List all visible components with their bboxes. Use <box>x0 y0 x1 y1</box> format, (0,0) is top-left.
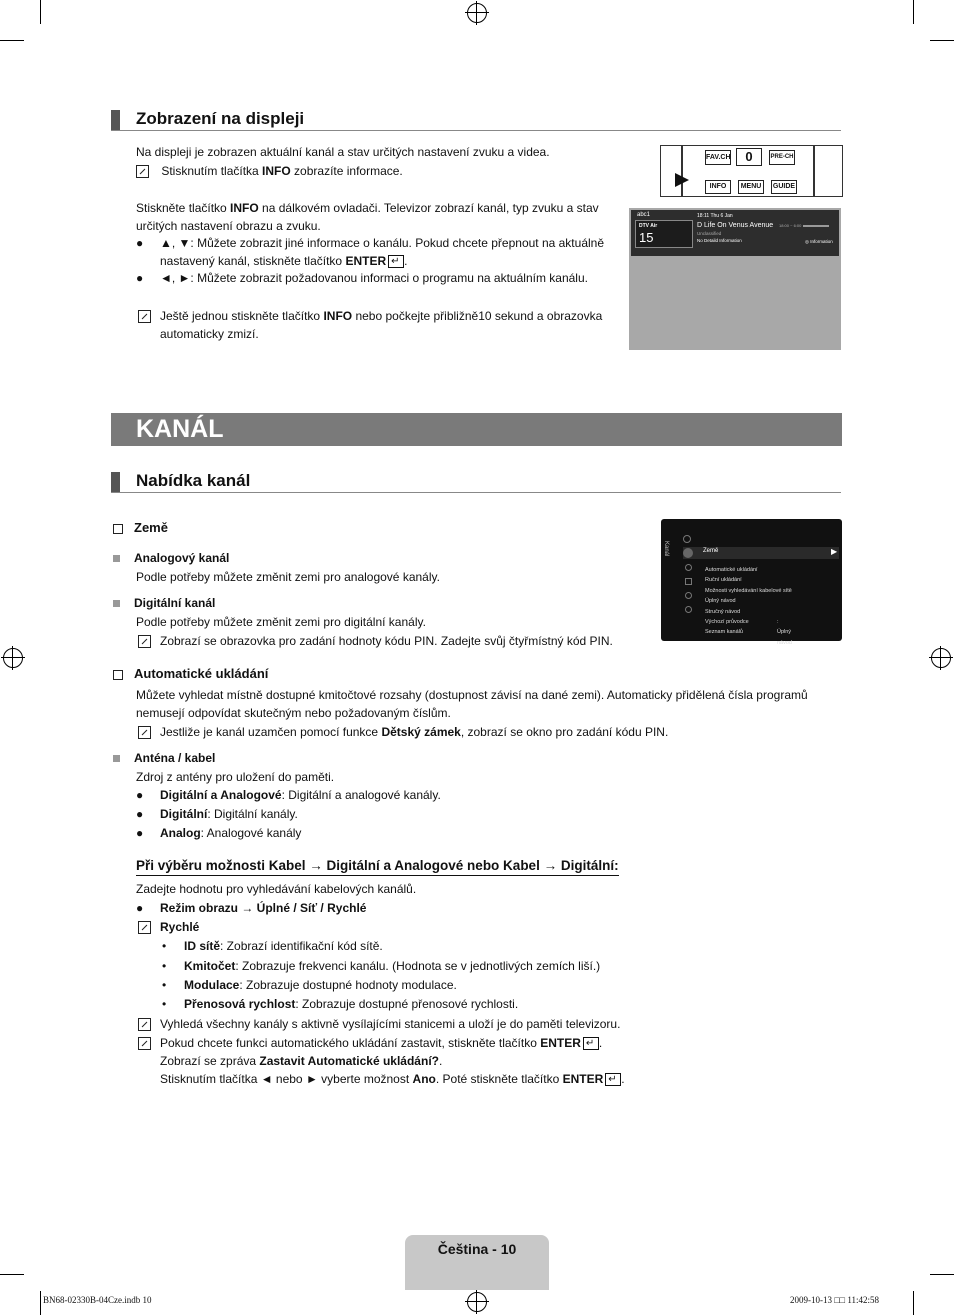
note-item: Ještě jednou stiskněte tlačítko INFO nebo počkejte přibližně10 sekund a obrazovka automaticky zmizí. <box>136 307 602 343</box>
channel-icon <box>683 548 693 558</box>
crop-mark <box>930 1274 954 1275</box>
sub-item-text: Zdroj z antény pro uložení do paměti. <box>136 770 335 784</box>
programme-genre: Unclassified <box>697 231 722 236</box>
square-bullet-icon <box>113 600 120 607</box>
sub-item: Anténa / kabel <box>113 749 215 767</box>
application-icon <box>685 592 692 599</box>
paragraph: Zadejte hodnotu pro vyhledávání kabelových kanálů. <box>136 882 417 896</box>
section-heading <box>111 472 841 493</box>
guide-button: GUIDE <box>771 180 797 194</box>
note-item: Pokud chcete funkci automatického ukládání zastavit, stiskněte tlačítko ENTER↵ . Zobrazí se zpráva Zastavit Automatické ukládání?. Stisknutím tlačítka ◄ nebo ► vyberte možnost Ano. Poté stiskněte tlačítko ENTER↵ . <box>136 1034 625 1088</box>
sub-item-text: Podle potřeby můžete změnit zemi pro analogové kanály. <box>136 570 440 584</box>
bullet-item: ● Digitální: Digitální kanály. <box>136 807 298 821</box>
enter-icon <box>388 255 404 268</box>
progress-bar <box>803 225 829 227</box>
bullet-item: ● ◄, ►: Můžete zobrazit požadovanou informaci o programu na aktuálním kanálu. <box>136 271 588 285</box>
option-heading: Automatické ukládání <box>113 665 268 683</box>
osd-time: 18:11 Thu 6 Jan <box>697 213 733 219</box>
menu-item: Seznam kanálů <box>705 629 743 636</box>
registration-mark <box>931 648 951 668</box>
crop-mark <box>930 40 954 41</box>
sub-item: Analogový kanál <box>113 549 229 567</box>
registration-mark <box>3 648 23 668</box>
page-number: Čeština - 10 <box>437 1241 517 1257</box>
section-title: Zobrazení na displeji <box>136 109 305 128</box>
sub-item-text: Podle potřeby můžete změnit zemi pro digitální kanály. <box>136 615 426 629</box>
square-bullet-icon <box>113 555 120 562</box>
menu-button: MENU <box>738 180 764 194</box>
channel-number: 15 <box>639 230 654 245</box>
registration-mark <box>467 1292 487 1312</box>
note-item: Rychlé <box>136 918 199 936</box>
pre-ch-button: PRE-CH <box>769 150 795 165</box>
osd-screenshot <box>629 208 841 350</box>
tip-icon <box>136 165 149 178</box>
menu-side-label: Kanál <box>663 541 669 557</box>
crop-mark <box>40 0 41 24</box>
programme-range: 18:00 ~ 6:00 <box>779 223 802 228</box>
enter-icon <box>605 1073 621 1086</box>
bullet-item: ● Analog: Analogové kanály <box>136 826 302 840</box>
dot-item: • ID sítě: Zobrazí identifikační kód sítě. <box>162 939 383 953</box>
menu-item: Možnosti vyhledávání kabelové sítě <box>705 587 792 594</box>
menu-item: Automatické ukládání <box>705 567 758 573</box>
kanal-banner <box>111 413 842 446</box>
dot-item: • Modulace: Zobrazuje dostupné hodnoty modulace. <box>162 978 457 992</box>
input-icon <box>685 578 692 585</box>
note-icon <box>138 921 151 934</box>
channel-type: DTV Air <box>639 223 658 229</box>
programme-detail: No Detaild Information <box>697 238 742 243</box>
menu-item: Stručný návod <box>705 608 741 615</box>
menu-item: Ruční ukládání <box>705 577 742 584</box>
square-bullet-icon <box>113 755 120 762</box>
note-item: Vyhledá všechny kanály s aktivně vysílajícími stanicemi a uloží je do paměti televizoru. <box>136 1015 620 1033</box>
enter-icon <box>583 1037 599 1050</box>
option-heading: Země <box>113 519 168 537</box>
support-icon <box>685 606 692 613</box>
sub-item: Digitální kanál <box>113 594 215 612</box>
crop-mark <box>913 1291 914 1315</box>
crop-mark <box>0 40 24 41</box>
note-icon <box>138 310 151 323</box>
note-icon <box>138 1037 151 1050</box>
banner-title: KANÁL <box>136 415 224 443</box>
section-title: Nabídka kanál <box>136 471 251 490</box>
zero-button: 0 <box>736 148 762 166</box>
tip-line: Stisknutím tlačítka INFO zobrazíte informace. <box>136 162 403 180</box>
registration-mark <box>467 3 487 23</box>
dot-item: • Přenosová rychlost: Zobrazuje dostupné přenosové rychlosti. <box>162 997 519 1011</box>
info-banner <box>631 210 839 256</box>
page-number-tab <box>405 1235 549 1290</box>
crop-mark <box>0 1274 24 1275</box>
menu-screenshot <box>661 519 842 646</box>
menu-item: Úplný návod <box>705 598 736 605</box>
menu-selected-label: Země <box>703 548 719 554</box>
picture-icon <box>683 535 691 543</box>
pointer-arrow-icon <box>675 173 689 187</box>
kabel-heading: Při výběru možnosti Kabel → Digitální a Analogové nebo Kabel → Digitální: <box>136 857 619 876</box>
menu-selected-row <box>683 547 839 559</box>
bullet-item: ● Digitální a Analogové: Digitální a analogové kanály. <box>136 788 441 802</box>
fav-ch-button: FAV.CH <box>705 150 731 165</box>
note-icon <box>138 635 151 648</box>
menu-item: Výchozí průvodce : Úplný návod <box>705 619 792 646</box>
print-timestamp: 2009-10-13 □□ 11:42:58 <box>790 1295 880 1305</box>
crop-mark <box>40 1291 41 1315</box>
checkbox-icon <box>113 670 123 680</box>
menu-list <box>705 565 792 646</box>
intro-text: Na displeji je zobrazen aktuální kanál a stav určitých nastavení zvuku a videa. <box>136 145 550 159</box>
file-name: BN68-02330B-04Cze.indb 10 <box>43 1295 152 1305</box>
paragraph: Stiskněte tlačítko INFO na dálkovém ovladači. Televizor zobrazí kanál, typ zvuku a stav určitých nastavení obrazu a zvuku. <box>136 201 599 233</box>
info-button: INFO <box>705 180 731 194</box>
note-item: Zobrazí se obrazovka pro zadání hodnoty kódu PIN. Zadejte svůj čtyřmístný kód PIN. <box>136 632 613 650</box>
note-icon <box>138 726 151 739</box>
remote-illustration <box>660 145 843 197</box>
dot-item: • Kmitočet: Zobrazuje frekvenci kanálu. (Hodnota se v jednotlivých zemích liší.) <box>162 959 601 973</box>
bullet-item: ● Režim obrazu → Úplné / Síť / Rychlé <box>136 901 367 915</box>
channel-name: abc1 <box>637 212 651 218</box>
checkbox-icon <box>113 524 123 534</box>
note-icon <box>138 1018 151 1031</box>
paragraph: Můžete vyhledat místně dostupné kmitočtové rozsahy (dostupnost závisí na dané zemi). Automaticky přidělená čísla programů nemusejí odpovídat skutečným nebo požadovaným číslům. <box>136 688 808 720</box>
bullet-item: ● ▲, ▼: Můžete zobrazit jiné informace o kanálu. Pokud chcete přepnout na aktuálně nastavený kanál, stiskněte tlačítko ENTER↵ . <box>136 234 604 270</box>
arrow-right-icon: ▶ <box>831 547 838 556</box>
crop-mark <box>913 0 914 24</box>
information-hint: ◎ Information <box>805 239 833 244</box>
setup-icon <box>685 564 692 571</box>
programme-title: D Life On Venus Avenue <box>697 222 774 229</box>
note-item: Jestliže je kanál uzamčen pomocí funkce Dětský zámek, zobrazí se okno pro zadání kódu PIN. <box>136 723 668 741</box>
section-heading <box>111 110 841 131</box>
